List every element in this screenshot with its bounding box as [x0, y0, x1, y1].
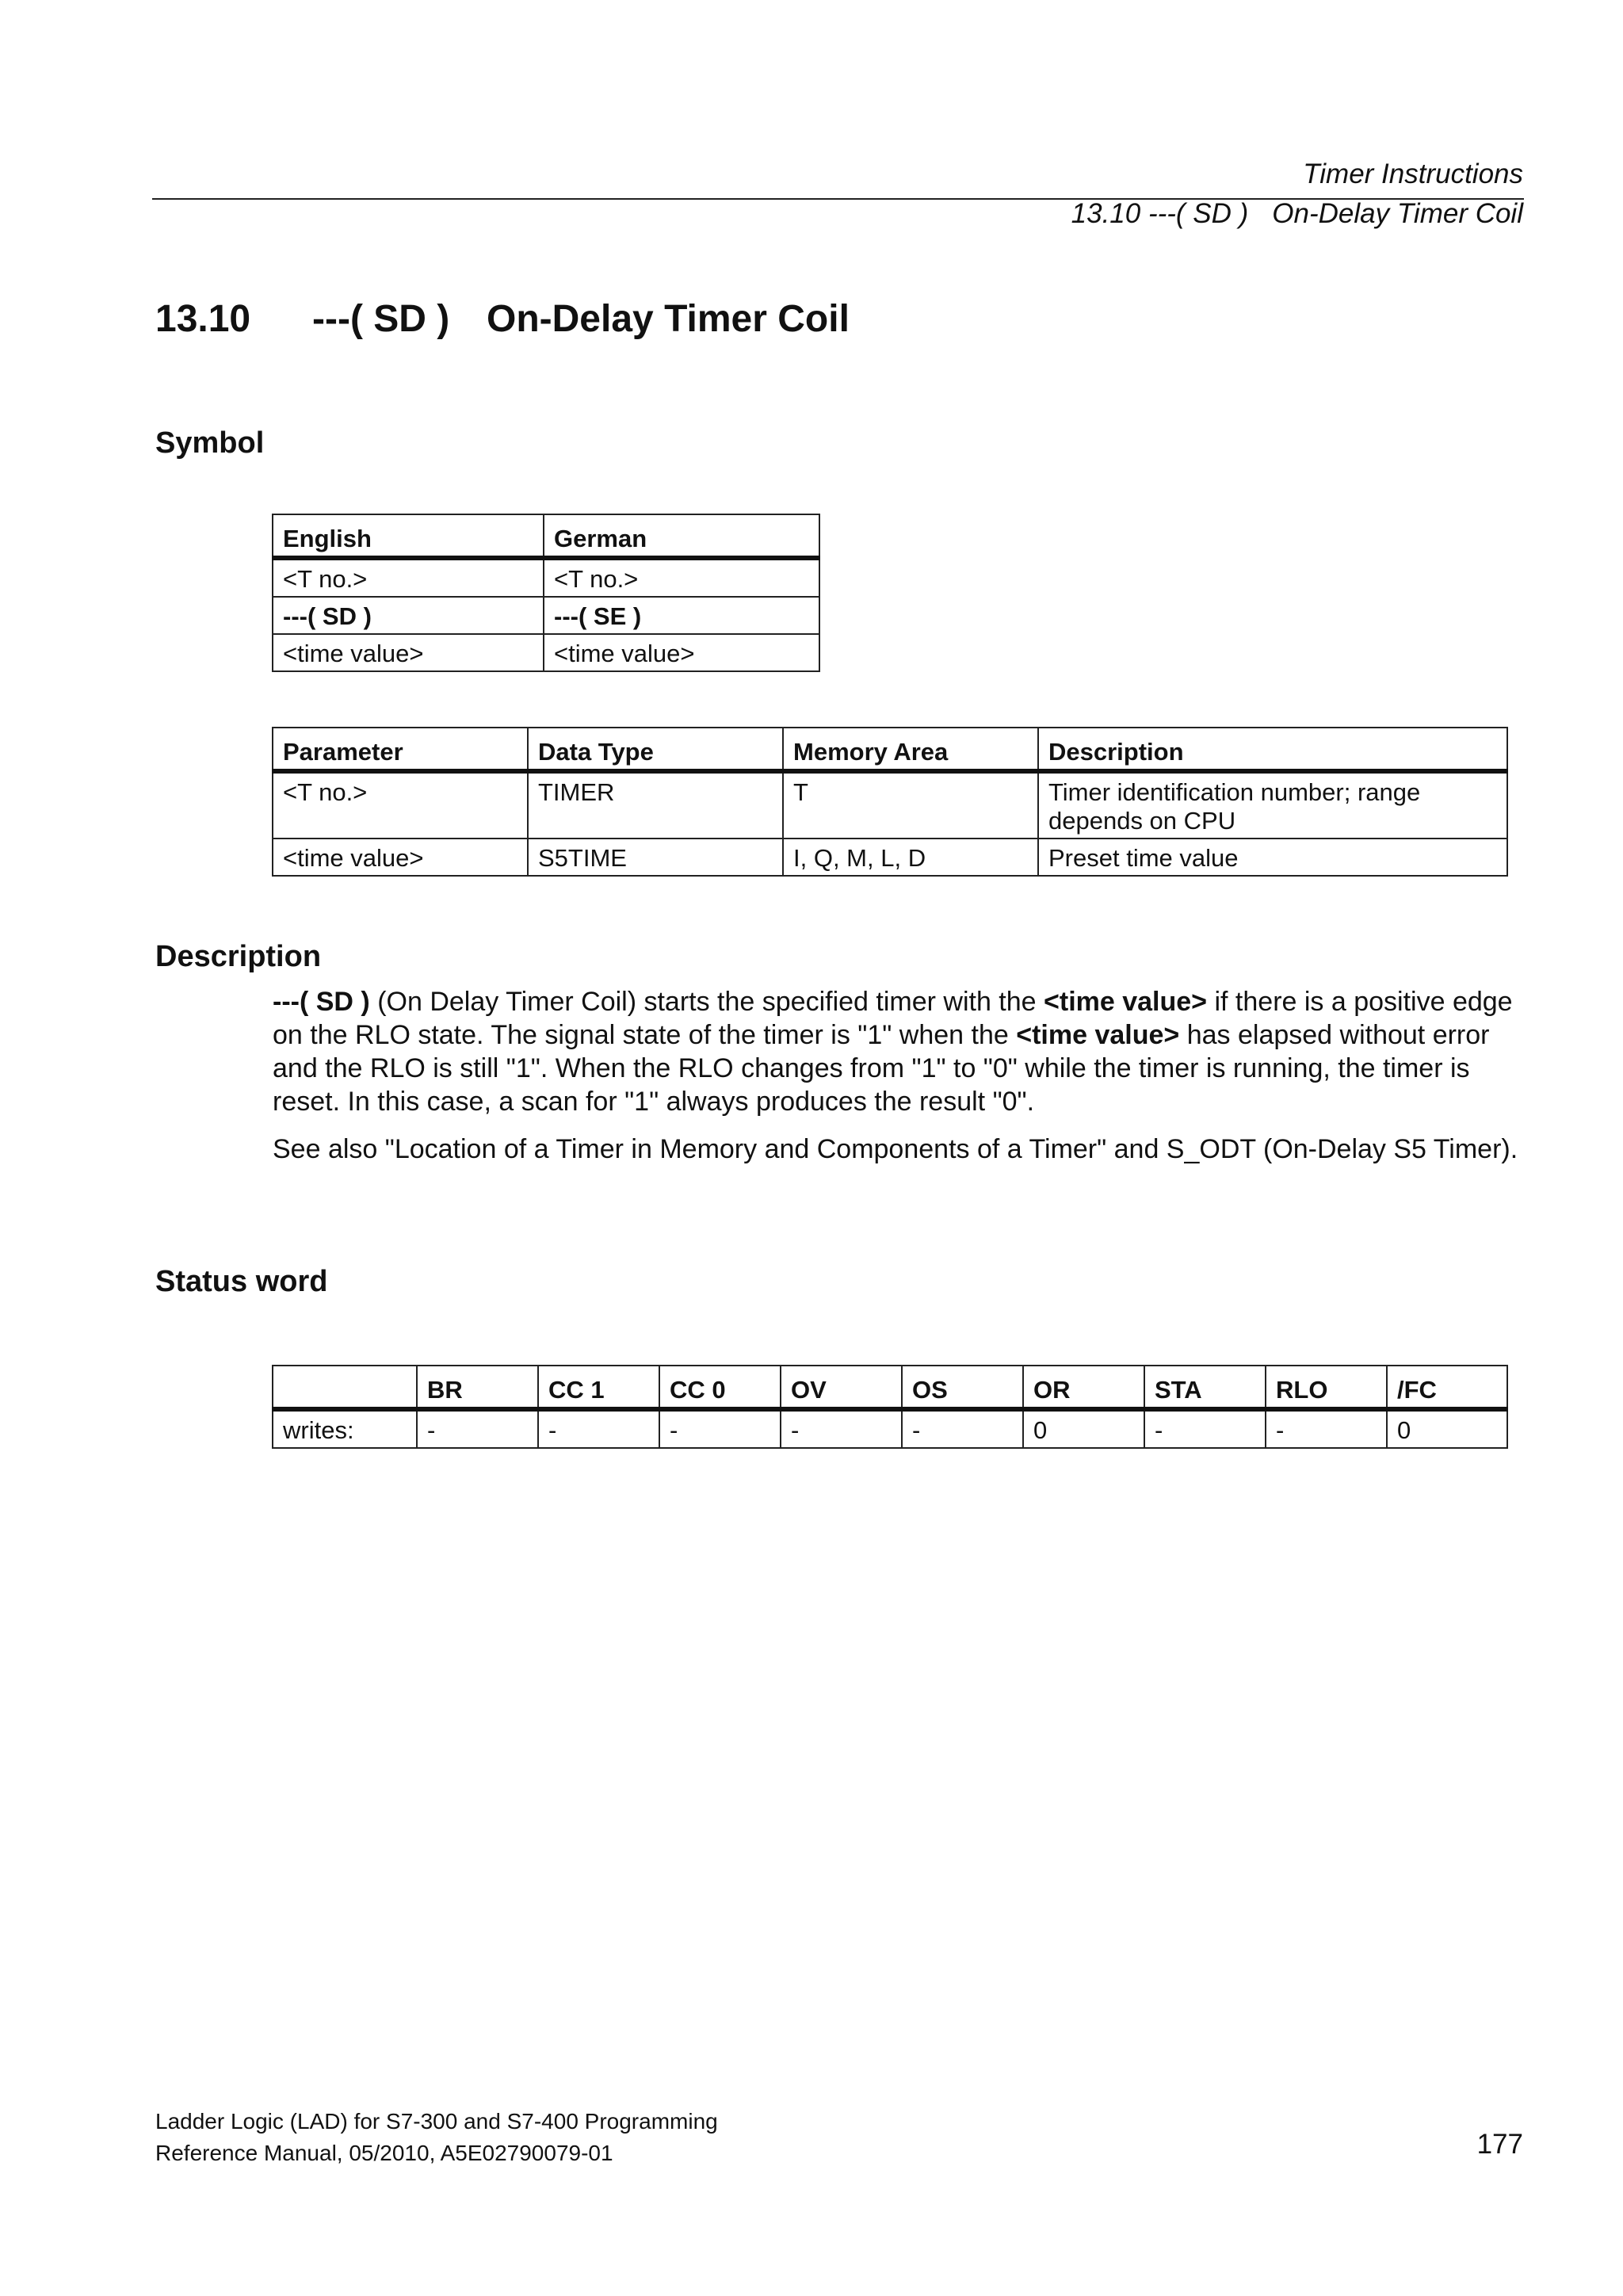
data-type-cell: TIMER: [528, 771, 783, 839]
symbol-english-cell: <T no.>: [273, 558, 544, 597]
description-text: has elapsed without error and the RLO is still "1". When the RLO changes from "1" to "0" while the timer is running, the timer is reset. In this case, a scan for "1" always produces the result "0".: [273, 1020, 1490, 1117]
time-value-term: <time value>: [1016, 1020, 1180, 1050]
symbol-english-cell: ---( SD ): [273, 597, 544, 634]
column-header-english: English: [273, 514, 544, 558]
description-text: if there is a positive edge on the RLO state. The signal state of the timer is "1" when the: [273, 987, 1513, 1050]
parameter-cell: <time value>: [273, 839, 528, 876]
instruction-symbol: ---( SD ): [273, 987, 370, 1017]
column-header-german: German: [544, 514, 819, 558]
status-fc-value: 0: [1387, 1409, 1507, 1448]
status-word-table: [272, 1365, 1508, 1449]
memory-area-cell: T: [783, 771, 1038, 839]
column-header-cc0: CC 0: [659, 1366, 781, 1409]
column-header-cc1: CC 1: [538, 1366, 659, 1409]
symbol-german-cell: ---( SE ): [544, 597, 819, 634]
symbol-english-cell: <time value>: [273, 634, 544, 671]
symbol-table: [272, 514, 820, 672]
column-header-parameter: Parameter: [273, 728, 528, 771]
status-br-value: -: [417, 1409, 538, 1448]
description-paragraph: [273, 985, 1533, 1118]
status-sta-value: -: [1144, 1409, 1266, 1448]
table-row: [273, 1409, 1507, 1448]
page-number: 177: [1476, 2129, 1523, 2160]
symbol-heading: Symbol: [155, 426, 265, 460]
section-number: 13.10: [155, 298, 251, 340]
status-ov-value: -: [781, 1409, 902, 1448]
description-cell: Timer identification number; range depends on CPU: [1038, 771, 1507, 839]
column-header-rlo: RLO: [1266, 1366, 1387, 1409]
section-title: [155, 297, 850, 341]
status-word-header: [273, 1366, 1507, 1409]
status-or-value: 0: [1023, 1409, 1144, 1448]
description-text: (On Delay Timer Coil) starts the specified timer with the: [369, 987, 1044, 1017]
table-row: [273, 839, 1507, 876]
column-header-sta: STA: [1144, 1366, 1266, 1409]
column-header-description: Description: [1038, 728, 1507, 771]
column-header-data-type: Data Type: [528, 728, 783, 771]
table-row: [273, 597, 819, 634]
parameter-cell: <T no.>: [273, 771, 528, 839]
section-name: On-Delay Timer Coil: [487, 298, 850, 340]
section-symbol: ---( SD ): [312, 298, 450, 340]
memory-area-cell: I, Q, M, L, D: [783, 839, 1038, 876]
see-also-paragraph: See also "Location of a Timer in Memory and Components of a Timer" and S_ODT (On-Delay S5 Timer).: [273, 1134, 1518, 1164]
column-header-blank: [273, 1366, 417, 1409]
table-row: [273, 558, 819, 597]
header-section-name: On-Delay Timer Coil: [1272, 198, 1523, 229]
description-body: [273, 985, 1533, 1180]
column-header-br: BR: [417, 1366, 538, 1409]
data-type-cell: S5TIME: [528, 839, 783, 876]
description-heading: Description: [155, 940, 322, 973]
running-header-section: [1071, 198, 1523, 230]
time-value-term: <time value>: [1044, 987, 1208, 1017]
description-cell: Preset time value: [1038, 839, 1507, 876]
column-header-or: OR: [1023, 1366, 1144, 1409]
status-word-heading: Status word: [155, 1265, 328, 1298]
column-header-os: OS: [902, 1366, 1023, 1409]
symbol-german-cell: <T no.>: [544, 558, 819, 597]
status-cc0-value: -: [659, 1409, 781, 1448]
column-header-memory-area: Memory Area: [783, 728, 1038, 771]
footer-publication: [155, 2106, 718, 2169]
status-row-label: writes:: [273, 1409, 417, 1448]
parameter-table: [272, 727, 1508, 877]
running-header-chapter: Timer Instructions: [1303, 159, 1523, 189]
column-header-ov: OV: [781, 1366, 902, 1409]
table-row: [273, 634, 819, 671]
header-section-ref: 13.10 ---( SD ): [1071, 198, 1249, 229]
status-os-value: -: [902, 1409, 1023, 1448]
table-row: [273, 771, 1507, 839]
column-header-fc: /FC: [1387, 1366, 1507, 1409]
footer-title: Ladder Logic (LAD) for S7-300 and S7-400 Programming: [155, 2109, 718, 2134]
status-cc1-value: -: [538, 1409, 659, 1448]
symbol-table-header: [273, 514, 819, 558]
symbol-german-cell: <time value>: [544, 634, 819, 671]
parameter-table-header: [273, 728, 1507, 771]
status-rlo-value: -: [1266, 1409, 1387, 1448]
footer-edition: Reference Manual, 05/2010, A5E02790079-01: [155, 2141, 613, 2165]
